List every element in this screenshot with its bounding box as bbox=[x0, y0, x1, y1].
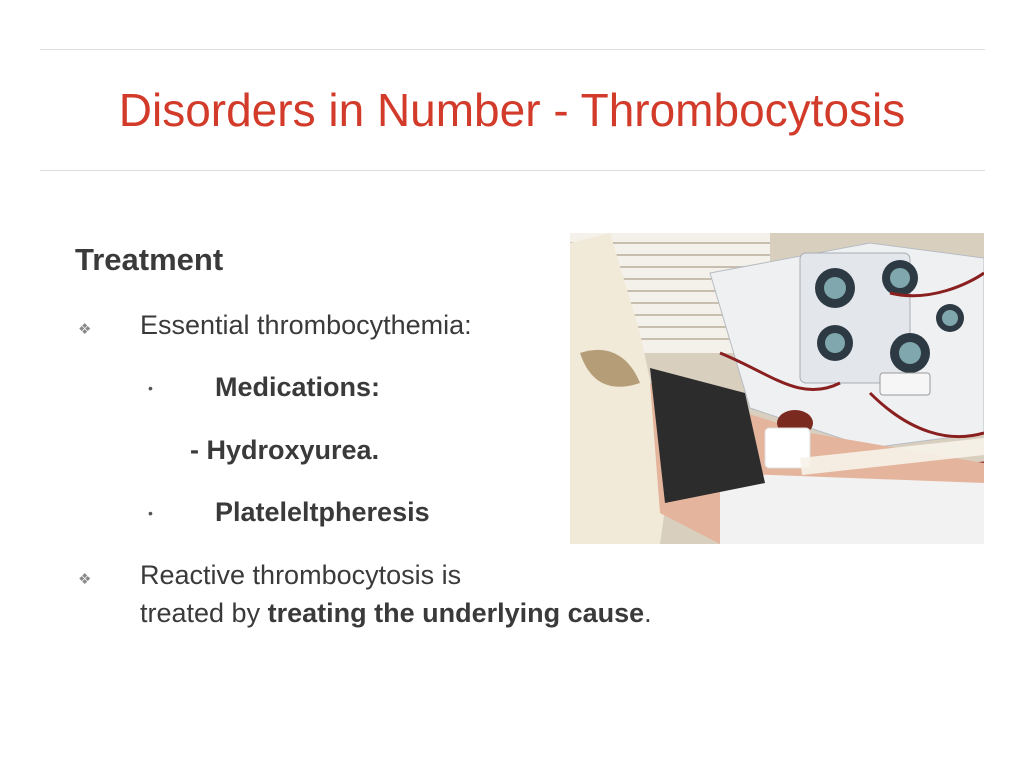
sub-bullet-plateletpheresis: Plateleltpheresis bbox=[215, 497, 430, 527]
sub-bullet-medications: Medications: bbox=[215, 372, 381, 402]
dot-bullet-icon: • bbox=[148, 380, 153, 396]
hydroxyurea-line: - Hydroxyurea. bbox=[190, 435, 380, 465]
diamond-bullet-icon: ❖ bbox=[78, 321, 92, 338]
bullet-reactive-line1: Reactive thrombocytosis is bbox=[140, 560, 462, 590]
dot-bullet-icon: • bbox=[148, 505, 153, 521]
bottom-divider bbox=[40, 170, 985, 171]
bullet-reactive-line2: treated by treating the underlying cause. bbox=[140, 598, 652, 628]
top-divider bbox=[40, 49, 985, 50]
bullet-essential-thrombocythemia: Essential thrombocythemia: bbox=[140, 310, 472, 340]
apheresis-photo bbox=[570, 233, 984, 544]
section-heading: Treatment bbox=[75, 242, 224, 277]
diamond-bullet-icon: ❖ bbox=[78, 571, 92, 588]
emphasis-underlying-cause: treating the underlying cause bbox=[267, 598, 645, 628]
slide-title: Disorders in Number - Thrombocytosis bbox=[118, 84, 906, 136]
